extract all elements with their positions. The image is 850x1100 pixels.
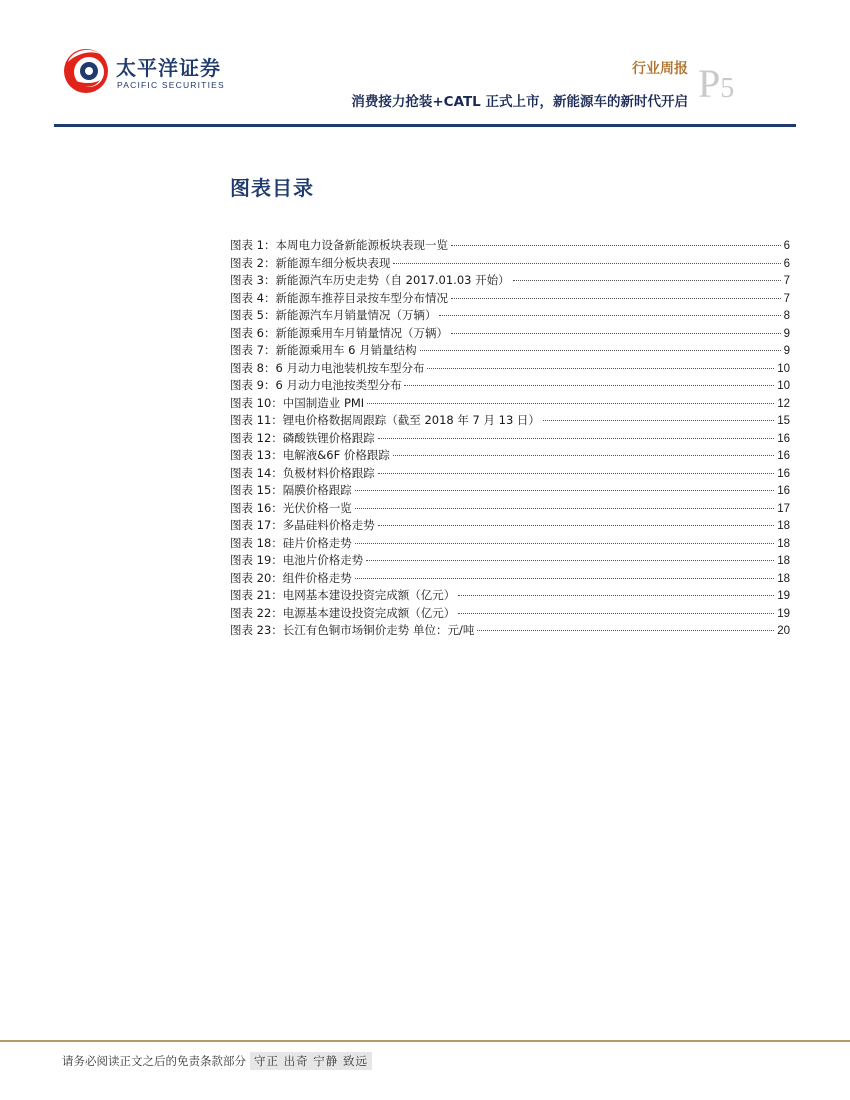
toc-entry-page: 16 xyxy=(777,485,790,497)
toc-entry-label: 图表 13：电解液&6F 价格跟踪 xyxy=(230,448,390,462)
toc-entry[interactable] xyxy=(230,272,790,290)
footer xyxy=(62,1052,372,1070)
toc-entry-page: 20 xyxy=(777,625,790,637)
toc-entry-page: 18 xyxy=(777,555,790,567)
toc-entry-label: 图表 3：新能源汽车历史走势（自 2017.01.03 开始） xyxy=(230,273,510,287)
toc-entry-label: 图表 21：电网基本建设投资完成额（亿元） xyxy=(230,588,456,602)
toc-entry[interactable] xyxy=(230,430,790,448)
toc-entry[interactable] xyxy=(230,570,790,588)
toc-entry-label: 图表 4：新能源车推荐目录按车型分布情况 xyxy=(230,290,448,305)
toc-entry-label: 图表 16：光伏价格一览 xyxy=(230,500,352,515)
toc-entry-label: 图表 10：中国制造业 PMI xyxy=(230,395,365,410)
toc-dot-leader xyxy=(404,385,774,386)
page-letter: P xyxy=(698,61,721,106)
toc-dot-leader xyxy=(477,630,774,631)
toc-entry[interactable] xyxy=(230,412,790,430)
toc-entry[interactable] xyxy=(230,290,790,308)
report-title: 消费接力抢装+CATL 正式上市，新能源车的新时代开启 xyxy=(351,94,688,110)
toc-entry[interactable] xyxy=(230,552,790,570)
header-divider xyxy=(54,124,796,127)
toc-entry-label: 图表 6：新能源乘用车月销量情况（万辆） xyxy=(230,325,448,340)
toc-entry-label: 图表 22：电源基本建设投资完成额（亿元） xyxy=(230,605,456,620)
toc-dot-leader xyxy=(355,543,774,544)
toc-entry-page: 9 xyxy=(783,327,790,340)
toc-entry-label: 图表 19：电池片价格走势 xyxy=(230,553,364,567)
toc-dot-leader xyxy=(378,473,774,474)
toc-dot-leader xyxy=(458,613,774,614)
toc-entry-page: 19 xyxy=(777,607,790,620)
toc-entry-label: 图表 7：新能源乘用车 6 月销量结构 xyxy=(230,343,417,357)
pacific-securities-logo-icon xyxy=(60,44,112,96)
toc-heading: 图表目录 xyxy=(230,176,314,200)
toc-entry-page: 12 xyxy=(777,397,790,410)
toc-dot-leader xyxy=(378,525,774,526)
toc-dot-leader xyxy=(451,333,781,334)
toc-dot-leader xyxy=(393,263,780,264)
toc-entry[interactable] xyxy=(230,342,790,360)
footer-disclaimer: 请务必阅读正文之后的免责条款部分 xyxy=(62,1054,246,1068)
logo-english-name: PACIFIC SECURITIES xyxy=(117,80,225,90)
toc-entry-label: 图表 15：隔膜价格跟踪 xyxy=(230,483,352,497)
footer-divider xyxy=(0,1040,850,1042)
toc-entry[interactable] xyxy=(230,395,790,413)
toc-dot-leader xyxy=(458,595,774,596)
toc-entry-label: 图表 23：长江有色铜市场铜价走势 单位：元/吨 xyxy=(230,623,475,637)
toc-entry-page: 8 xyxy=(783,310,790,322)
toc-dot-leader xyxy=(367,403,774,404)
toc-entry-label: 图表 1：本周电力设备新能源板块表现一览 xyxy=(230,238,448,252)
footer-motto: 守正 出奇 宁静 致远 xyxy=(250,1052,372,1070)
toc-entry-page: 6 xyxy=(783,257,790,270)
toc-entry-page: 19 xyxy=(777,590,790,602)
toc-dot-leader xyxy=(355,490,774,491)
toc-entry-page: 9 xyxy=(783,345,790,357)
toc-dot-leader xyxy=(427,368,774,369)
page-number xyxy=(698,61,735,106)
toc-dot-leader xyxy=(513,280,781,281)
toc-entry-page: 16 xyxy=(777,432,790,445)
toc-dot-leader xyxy=(439,315,780,316)
toc-entry-page: 7 xyxy=(783,292,790,305)
page-number-value: 5 xyxy=(720,73,735,104)
logo-chinese-name: 太平洋证券 xyxy=(116,56,221,80)
toc-entry-page: 15 xyxy=(777,415,790,427)
table-of-figures xyxy=(230,237,790,640)
toc-entry[interactable] xyxy=(230,500,790,518)
toc-entry-label: 图表 9：6 月动力电池按类型分布 xyxy=(230,378,402,392)
toc-entry-page: 10 xyxy=(777,362,790,375)
toc-entry-page: 10 xyxy=(777,380,790,392)
toc-entry[interactable] xyxy=(230,517,790,535)
toc-entry[interactable] xyxy=(230,587,790,605)
toc-entry-page: 6 xyxy=(783,240,790,252)
toc-entry[interactable] xyxy=(230,447,790,465)
toc-entry-page: 17 xyxy=(777,502,790,515)
toc-dot-leader xyxy=(355,508,774,509)
toc-entry[interactable] xyxy=(230,605,790,623)
toc-dot-leader xyxy=(393,455,774,456)
toc-entry[interactable] xyxy=(230,255,790,273)
toc-entry[interactable] xyxy=(230,307,790,325)
report-type: 行业周报 xyxy=(632,61,688,77)
toc-entry-page: 7 xyxy=(783,275,790,287)
toc-entry[interactable] xyxy=(230,535,790,553)
toc-entry-page: 18 xyxy=(777,537,790,550)
toc-dot-leader xyxy=(366,560,774,561)
toc-dot-leader xyxy=(451,298,781,299)
toc-entry[interactable] xyxy=(230,237,790,255)
toc-entry-label: 图表 17：多晶硅料价格走势 xyxy=(230,518,375,532)
toc-entry[interactable] xyxy=(230,622,790,640)
toc-dot-leader xyxy=(420,350,781,351)
toc-entry-label: 图表 20：组件价格走势 xyxy=(230,570,352,585)
toc-entry-page: 18 xyxy=(777,520,790,532)
toc-entry-label: 图表 8：6 月动力电池装机按车型分布 xyxy=(230,360,425,375)
toc-entry[interactable] xyxy=(230,360,790,378)
toc-entry-label: 图表 11：锂电价格数据周跟踪（截至 2018 年 7 月 13 日） xyxy=(230,413,540,427)
toc-entry[interactable] xyxy=(230,465,790,483)
toc-entry[interactable] xyxy=(230,482,790,500)
toc-entry[interactable] xyxy=(230,377,790,395)
toc-dot-leader xyxy=(451,245,781,246)
toc-entry-label: 图表 14：负极材料价格跟踪 xyxy=(230,465,375,480)
toc-entry[interactable] xyxy=(230,325,790,343)
toc-entry-page: 18 xyxy=(777,572,790,585)
company-logo xyxy=(60,44,270,100)
toc-dot-leader xyxy=(355,578,774,579)
toc-entry-label: 图表 5：新能源汽车月销量情况（万辆） xyxy=(230,308,437,322)
toc-dot-leader xyxy=(543,420,774,421)
toc-entry-page: 16 xyxy=(777,450,790,462)
toc-dot-leader xyxy=(378,438,774,439)
toc-entry-page: 16 xyxy=(777,467,790,480)
toc-entry-label: 图表 12：磷酸铁锂价格跟踪 xyxy=(230,430,375,445)
toc-entry-label: 图表 18：硅片价格走势 xyxy=(230,535,352,550)
toc-entry-label: 图表 2：新能源车细分板块表现 xyxy=(230,255,391,270)
